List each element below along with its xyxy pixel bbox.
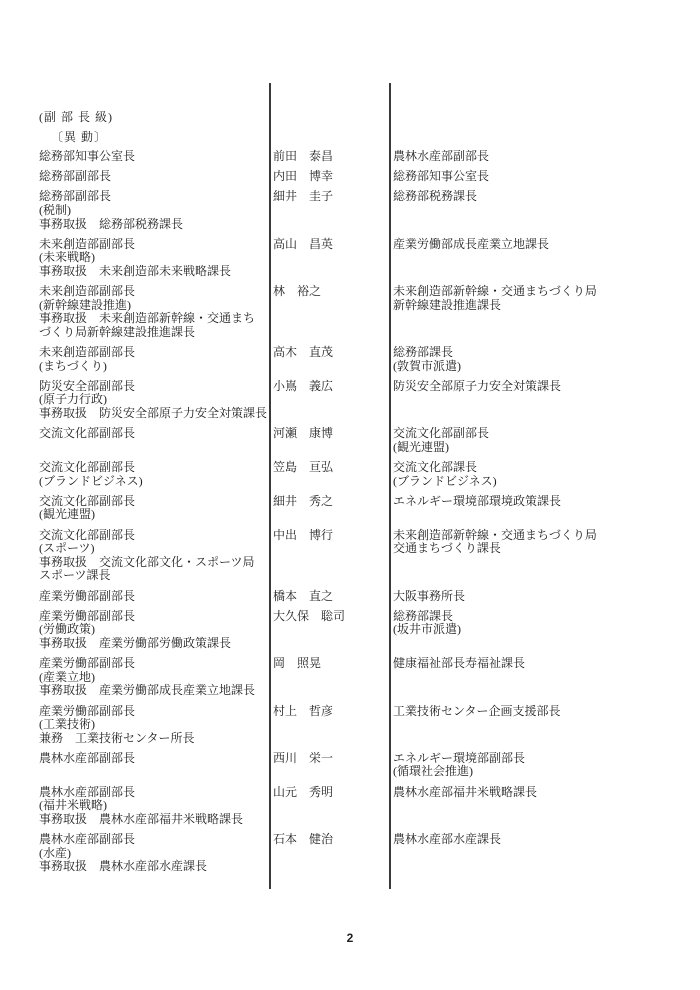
new-position-line: 事務取扱 農林水産部福井米戦略課長 xyxy=(39,811,244,826)
previous-position-line: (敦賀市派遣) xyxy=(393,358,461,373)
previous-position-line: 農林水産部福井米戦略課長 xyxy=(393,784,538,799)
previous-position-line: 交流文化部副部長 xyxy=(393,426,490,441)
previous-position-line: 総務部税務課長 xyxy=(393,189,478,204)
new-position xyxy=(0,786,273,827)
previous-position xyxy=(393,752,700,779)
new-position-line: (観光連盟) xyxy=(39,507,95,522)
person-name: 前田 泰昌 xyxy=(273,149,334,163)
new-position-line: 事務取扱 産業労働部成長産業立地課長 xyxy=(39,683,256,698)
previous-position-line: (観光連盟) xyxy=(393,439,449,454)
new-position-line: 総務部知事公室長 xyxy=(39,149,136,163)
personnel-entry xyxy=(0,461,700,488)
personnel-entry xyxy=(0,150,700,164)
previous-position-line: 産業労働部成長産業立地課長 xyxy=(393,236,550,251)
previous-position xyxy=(393,786,700,827)
previous-position-line: 総務部課長 xyxy=(393,608,454,623)
section-heading: (副 部 長 級) xyxy=(39,110,113,124)
new-position-line: 事務取扱 総務部税務課長 xyxy=(39,216,184,231)
previous-position-line: 工業技術センター企画支援部長 xyxy=(393,703,561,718)
personnel-entry xyxy=(0,833,700,874)
previous-position xyxy=(393,150,700,164)
new-position xyxy=(0,427,273,454)
previous-position-line: 総務部知事公室長 xyxy=(393,169,490,184)
new-position-line: づくり局新幹線建設推進課長 xyxy=(39,324,196,339)
previous-position-line: 健康福祉部長寿福祉課長 xyxy=(393,656,526,671)
new-position-line: 交流文化部副部長 xyxy=(39,527,136,542)
new-position xyxy=(0,495,273,522)
previous-position-line: (坂井市派遣) xyxy=(393,622,461,637)
previous-position-line: 交流文化部課長 xyxy=(393,460,478,475)
new-position-line: (水産) xyxy=(39,845,71,860)
new-position-line: 総務部副部長 xyxy=(39,189,112,204)
personnel-entry xyxy=(0,590,700,604)
person-name: 高木 直茂 xyxy=(273,345,334,360)
personnel-entry xyxy=(0,238,700,279)
personnel-entry xyxy=(0,657,700,698)
new-position-line: 事務取扱 産業労働部労働政策課長 xyxy=(39,635,232,650)
new-position-line: (未来戦略) xyxy=(39,250,95,265)
new-position-line: (労働政策) xyxy=(39,622,95,637)
personnel-entry xyxy=(0,427,700,454)
new-position-line: 産業労働部副部長 xyxy=(39,608,136,623)
new-position xyxy=(0,150,273,164)
new-position-line: (工業技術) xyxy=(39,717,95,732)
new-position-line: 交流文化部副部長 xyxy=(39,493,136,508)
new-position-line: (税制) xyxy=(39,202,71,217)
personnel-entry xyxy=(0,346,700,373)
personnel-entry xyxy=(0,786,700,827)
new-position-line: スポーツ課長 xyxy=(39,568,111,583)
new-position-line: 未来創造部副部長 xyxy=(39,284,136,299)
previous-position xyxy=(393,190,700,231)
previous-position-line: 未来創造部新幹線・交通まちづくり局 xyxy=(393,527,597,542)
new-position-line: 未来創造部副部長 xyxy=(39,345,136,360)
new-position-line: 兼務 工業技術センター所長 xyxy=(39,730,195,745)
person-name: 細井 秀之 xyxy=(273,493,334,508)
new-position-line: 事務取扱 未来創造部未来戦略課長 xyxy=(39,263,232,278)
previous-position-line: (循環社会推進) xyxy=(393,764,473,779)
previous-position-line: 交通まちづくり課長 xyxy=(393,541,501,556)
previous-position xyxy=(393,380,700,421)
personnel-entry xyxy=(0,610,700,651)
previous-position-line: 農林水産部水産課長 xyxy=(393,832,502,847)
previous-position xyxy=(393,529,700,583)
person-name: 小嶌 義広 xyxy=(273,378,334,393)
new-position xyxy=(0,285,273,339)
previous-position-line: エネルギー環境部環境政策課長 xyxy=(393,493,562,508)
new-position xyxy=(0,380,273,421)
previous-position xyxy=(393,705,700,746)
person-name: 河瀬 康博 xyxy=(273,426,334,441)
new-position-line: 産業労働部副部長 xyxy=(39,656,136,671)
person-name: 内田 博幸 xyxy=(273,169,334,184)
new-position xyxy=(0,590,273,604)
new-position-line: (ブランドビジネス) xyxy=(39,473,143,488)
new-position xyxy=(0,752,273,779)
new-position-line: 交流文化部副部長 xyxy=(39,460,136,475)
personnel-entry xyxy=(0,495,700,522)
new-position xyxy=(0,238,273,279)
new-position xyxy=(0,657,273,698)
new-position-line: (産業立地) xyxy=(39,669,95,684)
previous-position xyxy=(393,461,700,488)
personnel-entry xyxy=(0,705,700,746)
person-name: 林 裕之 xyxy=(273,284,322,299)
personnel-entry xyxy=(0,752,700,779)
new-position-line: (原子力行政) xyxy=(39,392,107,407)
new-position-line: 交流文化部副部長 xyxy=(39,426,136,441)
new-position-line: 事務取扱 交流文化部文化・スポーツ局 xyxy=(39,554,255,569)
person-name: 岡 照晃 xyxy=(273,656,322,671)
personnel-list xyxy=(0,150,700,880)
new-position-line: 事務取扱 未来創造部新幹線・交通まち xyxy=(39,311,256,326)
previous-position xyxy=(393,495,700,522)
new-position xyxy=(0,610,273,651)
new-position xyxy=(0,190,273,231)
previous-position-line: 大阪事務所長 xyxy=(393,588,466,603)
previous-position xyxy=(393,610,700,651)
previous-position-line: 総務部課長 xyxy=(393,345,454,360)
new-position xyxy=(0,170,273,184)
previous-position-line: 農林水産部副部長 xyxy=(393,149,490,163)
new-position-line: (まちづくり) xyxy=(39,358,107,373)
new-position-line: (福井米戦略) xyxy=(39,798,107,813)
previous-position xyxy=(393,346,700,373)
new-position xyxy=(0,833,273,874)
new-position-line: 未来創造部副部長 xyxy=(39,236,136,251)
new-position-line: (スポーツ) xyxy=(39,541,95,556)
person-name: 山元 秀明 xyxy=(273,784,334,799)
person-name: 細井 圭子 xyxy=(273,189,334,204)
new-position-line: 農林水産部副部長 xyxy=(39,750,136,765)
personnel-entry xyxy=(0,285,700,339)
personnel-entry xyxy=(0,529,700,583)
page-number: 2 xyxy=(346,931,354,945)
person-name: 橋本 直之 xyxy=(273,588,334,603)
previous-position-line: 防災安全部原子力安全対策課長 xyxy=(393,378,562,393)
new-position-line: 防災安全部副部長 xyxy=(39,378,136,393)
new-position-line: (新幹線建設推進) xyxy=(39,297,131,312)
new-position-line: 農林水産部副部長 xyxy=(39,784,136,799)
new-position-line: 農林水産部副部長 xyxy=(39,832,136,847)
new-position-line: 産業労働部副部長 xyxy=(39,588,136,603)
previous-position xyxy=(393,238,700,279)
personnel-entry xyxy=(0,380,700,421)
previous-position-line: (ブランドビジネス) xyxy=(393,473,497,488)
person-name: 石本 健治 xyxy=(273,832,334,847)
subsection-heading: 〔異 動〕 xyxy=(51,130,108,144)
new-position-line: 産業労働部副部長 xyxy=(39,703,136,718)
previous-position xyxy=(393,285,700,339)
new-position xyxy=(0,461,273,488)
new-position xyxy=(0,346,273,373)
personnel-entry xyxy=(0,170,700,184)
previous-position-line: エネルギー環境部副部長 xyxy=(393,750,526,765)
person-name: 高山 昌英 xyxy=(273,236,334,251)
new-position-line: 総務部副部長 xyxy=(39,169,112,184)
person-name: 西川 栄一 xyxy=(273,750,334,765)
previous-position-line: 未来創造部新幹線・交通まちづくり局 xyxy=(393,284,597,299)
person-name: 村上 哲彦 xyxy=(273,703,334,718)
person-name: 中出 博行 xyxy=(273,527,334,542)
previous-position xyxy=(393,170,700,184)
new-position xyxy=(0,529,273,583)
new-position xyxy=(0,705,273,746)
previous-position xyxy=(393,427,700,454)
previous-position xyxy=(393,833,700,874)
previous-position xyxy=(393,657,700,698)
new-position-line: 事務取扱 農林水産部水産課長 xyxy=(39,859,208,874)
previous-position xyxy=(393,590,700,604)
new-position-line: 事務取扱 防災安全部原子力安全対策課長 xyxy=(39,406,268,421)
previous-position-line: 新幹線建設推進課長 xyxy=(393,297,502,312)
personnel-entry xyxy=(0,190,700,231)
person-name: 大久保 聡司 xyxy=(273,608,346,623)
person-name: 笠島 亘弘 xyxy=(273,460,334,475)
